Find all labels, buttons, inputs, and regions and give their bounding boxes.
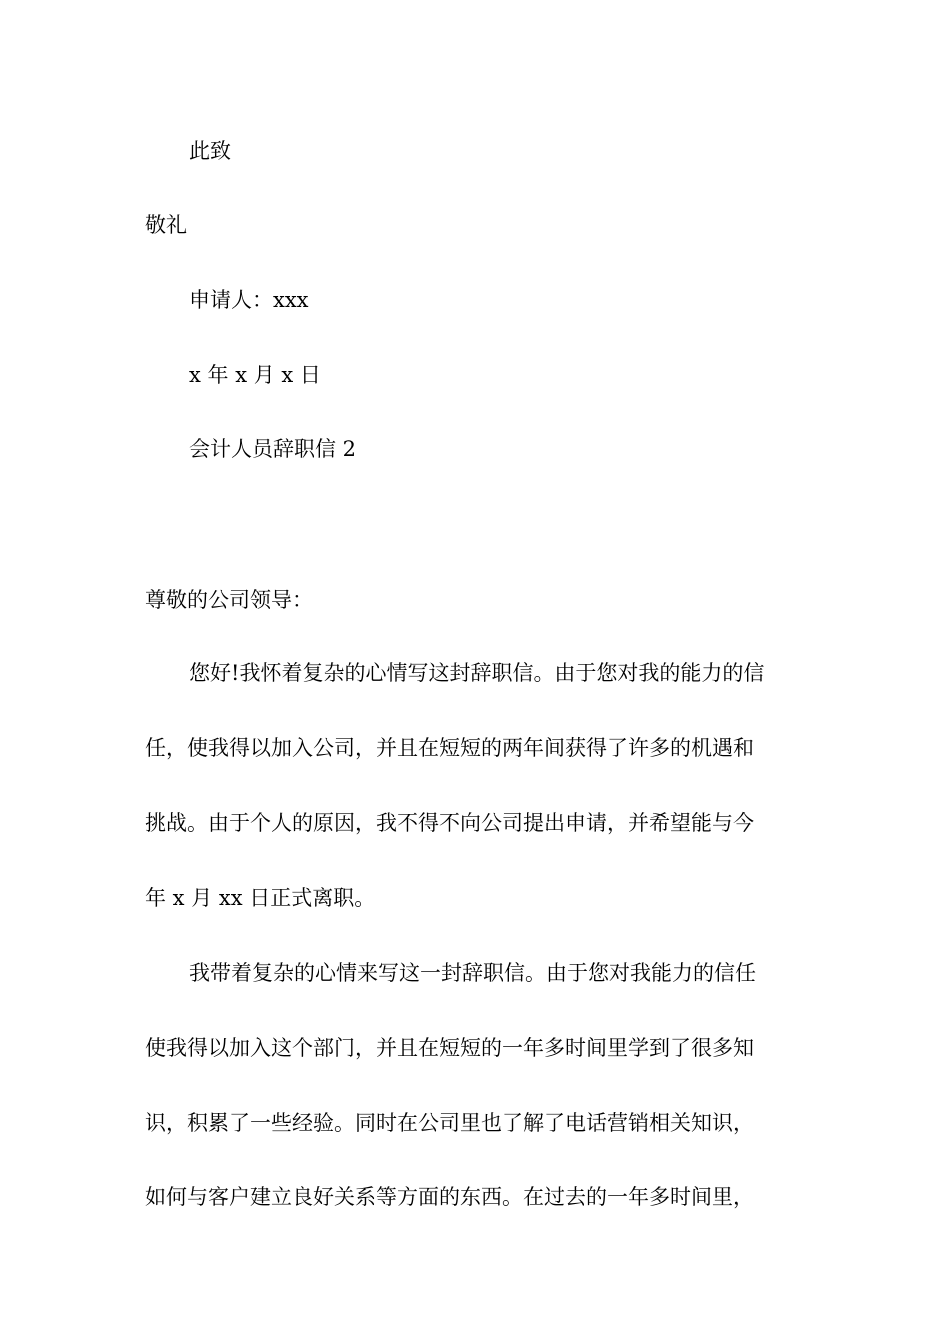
paragraph-1-line-4: 年 x 月 xx 日正式离职。 [145, 886, 376, 910]
paragraph-2-line-4: 如何与客户建立良好关系等方面的东西。在过去的一年多时间里， [145, 1185, 754, 1209]
section-title: 会计人员辞职信 2 [189, 437, 357, 461]
paragraph-2-line-2: 使我得以加入这个部门，并且在短短的一年多时间里学到了很多知 [145, 1036, 754, 1060]
closing-salutation: 此致 [189, 139, 231, 163]
paragraph-1-line-3: 挑战。由于个人的原因，我不得不向公司提出申请，并希望能与今 [145, 811, 754, 835]
paragraph-2-line-3: 识，积累了一些经验。同时在公司里也了解了电话营销相关知识， [145, 1111, 754, 1135]
applicant-line: 申请人：xxx [189, 288, 309, 312]
paragraph-2-line-1: 我带着复杂的心情来写这一封辞职信。由于您对我能力的信任 [189, 961, 756, 985]
paragraph-1-line-1: 您好!我怀着复杂的心情写这封辞职信。由于您对我的能力的信 [189, 661, 765, 685]
date-line: x 年 x 月 x 日 [189, 363, 321, 387]
closing-regards: 敬礼 [145, 213, 187, 237]
paragraph-1-line-2: 任，使我得以加入公司，并且在短短的两年间获得了许多的机遇和 [145, 736, 754, 760]
letter-greeting: 尊敬的公司领导： [145, 588, 313, 612]
